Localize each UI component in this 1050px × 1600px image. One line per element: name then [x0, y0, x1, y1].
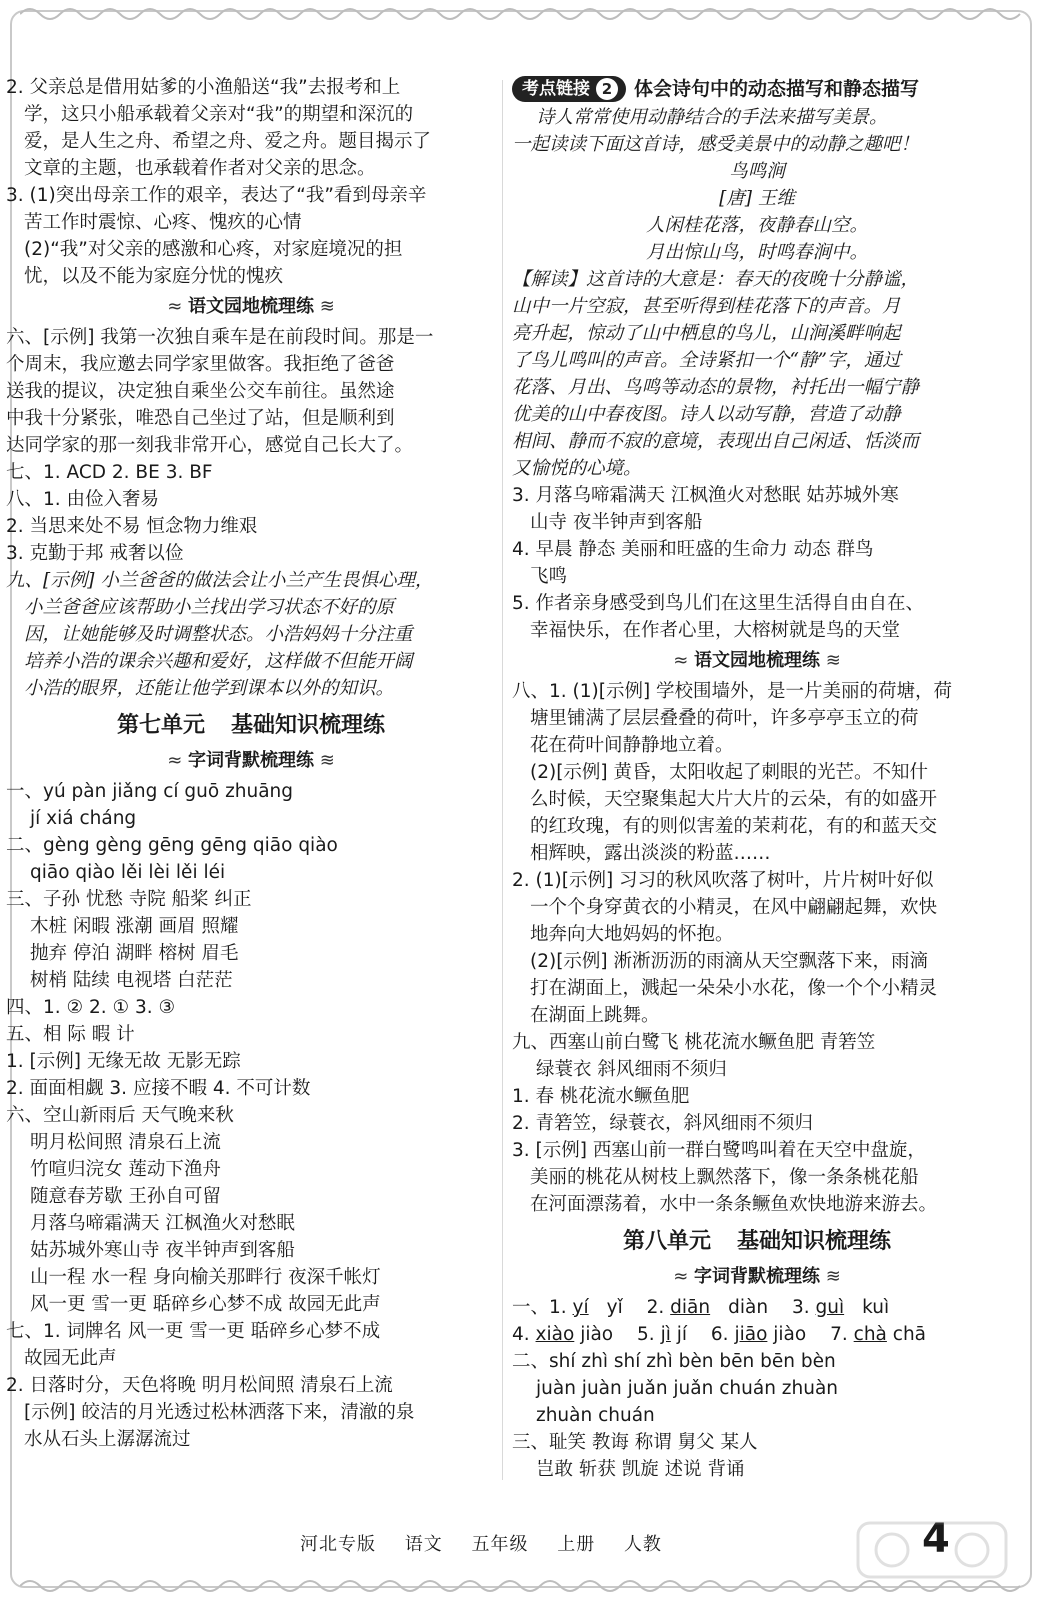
u7-six: 明月松间照 清泉石上流 — [30, 1132, 221, 1153]
q2-line: 文章的主题，也承载着作者对父亲的思念。 — [24, 158, 376, 179]
r5-line: 幸福快乐，在作者心里，大榕树就是鸟的天堂 — [530, 620, 901, 641]
exam-link-tag: 考点链接 2 — [512, 76, 626, 102]
poem-author: [唐] 王维 — [719, 188, 795, 209]
u8-one-a: 一、1. yí yǐ 2. diān diàn 3. guì kuì — [512, 1297, 890, 1318]
q2-line: 2. 父亲总是借用姑爹的小渔船送“我”去报考和上 — [6, 77, 401, 98]
u7-seven-2: [示例] 皎洁的月光透过松林洒落下来，清澈的泉 — [24, 1402, 415, 1423]
r8-2-line: 地奔向大地妈妈的怀抱。 — [530, 924, 734, 945]
u8-one-b: 4. xiào jiào 5. jì jí 6. jiāo jiào 7. chà chā — [512, 1324, 927, 1345]
q2-line: 爱，是人生之舟、希望之舟、爱之舟。题目揭示了 — [24, 131, 432, 152]
u7-six: 六、空山新雨后 天气晚来秋 — [6, 1105, 234, 1126]
u7-two: 二、gèng gèng gēng gēng qiāo qiào — [6, 835, 338, 856]
poem-line: 月出惊山鸟，时鸣春涧中。 — [645, 242, 868, 263]
r8-2-line: 一个个身穿黄衣的小精灵，在风中翩翩起舞，欢快 — [530, 897, 938, 918]
u7-five: 五、相 际 暇 计 — [6, 1024, 135, 1045]
six-line: 中我十分紧张，唯恐自己坐过了站，但是顺利到 — [6, 408, 395, 429]
u7-three: 树梢 陆续 电视塔 白茫茫 — [30, 970, 233, 991]
top-wave-ornament — [20, 2, 1030, 24]
r8-2-line: 2. (1)[示例] 习习的秋风吹落了树叶，片片树叶好似 — [512, 870, 934, 891]
r9-1: 1. 春 桃花流水鳜鱼肥 — [512, 1086, 690, 1107]
six-line: 达同学家的那一刻我非常开心，感觉自己长大了。 — [6, 435, 414, 456]
section-heading: ≈ 语文园地梳理练 ≋ — [673, 650, 841, 671]
u8-two: zhuàn chuán — [536, 1405, 655, 1426]
r4-line: 飞鸣 — [530, 566, 568, 587]
r5-line: 5. 作者亲身感受到鸟儿们在这里生活得自由自在、 — [512, 593, 925, 614]
r8-line: 八、1. (1)[示例] 学校围墙外，是一片美丽的荷塘，荷 — [512, 681, 953, 702]
u7-three: 木桩 闲暇 涨潮 画眉 照耀 — [30, 916, 239, 937]
footer-term: 上册 — [557, 1534, 596, 1555]
footer-grade: 五年级 — [471, 1534, 529, 1555]
u7-six: 随意春芳歇 王孙自可留 — [30, 1186, 221, 1207]
nine-line: 小浩的眼界，还能让他学到课本以外的知识。 — [24, 678, 395, 699]
jiedu-line: 【解读】这首诗的大意是：春天的夜晚十分静谧， — [512, 269, 920, 290]
r9-3: 在河面漂荡着，水中一条条鳜鱼欢快地游来游去。 — [530, 1194, 938, 1215]
watermark-logo — [852, 1515, 1012, 1585]
answer-eight-1: 八、1. 由俭入奢易 — [6, 489, 160, 510]
r3-line: 山寺 夜半钟声到客船 — [530, 512, 703, 533]
r8-2-line: 在湖面上跳舞。 — [530, 1005, 660, 1026]
r8-line: 么时候，天空聚集起大片大片的云朵，有的如盛开 — [530, 789, 938, 810]
page-footer — [300, 1530, 684, 1556]
u7-one: jí xiá cháng — [30, 808, 137, 829]
u7-six: 月落乌啼霜满天 江枫渔火对愁眠 — [30, 1213, 295, 1234]
r9-2: 2. 青箬笠，绿蓑衣，斜风细雨不须归 — [512, 1113, 814, 1134]
six-line: 个周末，我应邀去同学家里做客。我拒绝了爸爸 — [6, 354, 395, 375]
q2-line: 学，这只小船承载着父亲对“我”的期望和深沉的 — [24, 104, 414, 125]
r8-line: 塘里铺满了层层叠叠的荷叶，许多亭亭玉立的荷 — [530, 708, 919, 729]
jiedu-line: 优美的山中春夜图。诗人以动写静，营造了动静 — [512, 404, 901, 425]
left-column — [6, 74, 496, 1484]
u7-one: 一、yú pàn jiǎng cí guō zhuāng — [6, 781, 294, 802]
nine-line: 因，让她能够及时调整状态。小浩妈妈十分注重 — [24, 624, 413, 645]
footer-subject: 语文 — [404, 1534, 443, 1555]
poem-line: 人闲桂花落，夜静春山空。 — [645, 215, 868, 236]
jiedu-line: 又愉悦的心境。 — [512, 458, 642, 479]
r9-line: 九、西塞山前白鹭飞 桃花流水鳜鱼肥 青箬笠 — [512, 1032, 876, 1053]
nine-line: 小兰爸爸应该帮助小兰找出学习状态不好的原 — [24, 597, 395, 618]
u7-seven-2: 水从石头上潺潺流过 — [24, 1429, 191, 1450]
column-divider — [502, 80, 503, 1480]
q3-line: 3. (1)突出母亲工作的艰辛，表达了“我”看到母亲辛 — [6, 185, 427, 206]
u7-six: 竹喧归浣女 莲动下渔舟 — [30, 1159, 221, 1180]
u8-two: juàn juàn juǎn juǎn chuán zhuàn — [536, 1378, 839, 1399]
u8-three: 岂敢 斩获 凯旋 述说 背诵 — [536, 1459, 745, 1480]
u7-seven-1: 七、1. 词牌名 风一更 雪一更 聒碎乡心梦不成 — [6, 1321, 381, 1342]
u7-four: 四、1. ② 2. ① 3. ③ — [6, 997, 176, 1018]
u7-six: 姑苏城外寒山寺 夜半钟声到客船 — [30, 1240, 295, 1261]
unit-seven-title: 第七单元 基础知识梳理练 — [116, 713, 386, 738]
r8-line: (2)[示例] 黄昏，太阳收起了刺眼的光芒。不知什 — [530, 762, 929, 783]
r3-line: 3. 月落乌啼霜满天 江枫渔火对愁眠 姑苏城外寒 — [512, 485, 899, 506]
jiedu-line: 亮升起，惊动了山中栖息的鸟儿，山涧溪畔响起 — [512, 323, 901, 344]
r9-3: 3. [示例] 西塞山前一群白鹭鸣叫着在天空中盘旋， — [512, 1140, 926, 1161]
exam-link-title: 体会诗句中的动态描写和静态描写 — [634, 78, 920, 100]
poem-title: 鸟鸣涧 — [729, 161, 785, 182]
r9-line: 绿蓑衣 斜风细雨不须归 — [536, 1059, 727, 1080]
right-column — [512, 74, 1002, 1484]
u7-five-1: 1. [示例] 无缘无故 无影无踪 — [6, 1051, 241, 1072]
u7-six: 风一更 雪一更 聒碎乡心梦不成 故园无此声 — [30, 1294, 381, 1315]
r8-2-line: (2)[示例] 淅淅沥沥的雨滴从天空飘落下来，雨滴 — [530, 951, 929, 972]
answer-eight-2: 2. 当思来处不易 恒念物力维艰 — [6, 516, 258, 537]
jiedu-line: 花落、月出、鸟鸣等动态的景物，衬托出一幅宁静 — [512, 377, 920, 398]
section-heading: ≈ 语文园地梳理练 ≋ — [167, 296, 335, 317]
nine-line: 培养小浩的课余兴趣和爱好，这样做不但能开阔 — [24, 651, 413, 672]
u7-seven-1: 故园无此声 — [24, 1348, 117, 1369]
q3-line: 忧，以及不能为家庭分忧的愧疚 — [24, 266, 284, 287]
intro-line: 一起读读下面这首诗，感受美景中的动静之趣吧！ — [512, 134, 920, 155]
u7-six: 山一程 水一程 身向榆关那畔行 夜深千帐灯 — [30, 1267, 381, 1288]
r8-line: 花在荷叶间静静地立着。 — [530, 735, 734, 756]
six-line: 六、[示例] 我第一次独自乘车是在前段时间。那是一 — [6, 327, 434, 348]
u7-two: qiāo qiào lěi lèi lěi léi — [30, 862, 226, 883]
jiedu-line: 山中一片空寂，甚至听得到桂花落下的声音。月 — [512, 296, 901, 317]
u7-three: 抛弃 停泊 湖畔 榕树 眉毛 — [30, 943, 239, 964]
u7-seven-2: 2. 日落时分，天色将晚 明月松间照 清泉石上流 — [6, 1375, 393, 1396]
r8-line: 相辉映，露出淡淡的粉蓝…… — [530, 843, 771, 864]
q3-line: (2)“我”对父亲的感激和心疼，对家庭境况的担 — [24, 239, 403, 260]
r4-line: 4. 早晨 静态 美丽和旺盛的生命力 动态 群鸟 — [512, 539, 874, 560]
six-line: 送我的提议，决定独自乘坐公交车前往。虽然途 — [6, 381, 395, 402]
intro-line: 诗人常常使用动静结合的手法来描写美景。 — [536, 107, 888, 128]
footer-province: 河北专版 — [300, 1534, 376, 1555]
u8-two: 二、shí zhì shí zhì bèn bēn bēn bèn — [512, 1351, 836, 1372]
footer-edition: 人教 — [623, 1534, 662, 1555]
answer-seven: 七、1. ACD 2. BE 3. BF — [6, 462, 213, 483]
r8-line: 的红玫瑰，有的则似害羞的茉莉花，有的和蓝天交 — [530, 816, 938, 837]
r9-3: 美丽的桃花从树枝上飘然落下，像一条条桃花船 — [530, 1167, 919, 1188]
unit-eight-title: 第八单元 基础知识梳理练 — [622, 1229, 892, 1254]
r8-2-line: 打在湖面上，溅起一朵朵小水花，像一个个小精灵 — [530, 978, 938, 999]
jiedu-line: 相间、静而不寂的意境，表现出自己闲适、恬淡而 — [512, 431, 920, 452]
section-heading: ≈ 字词背默梳理练 ≋ — [673, 1266, 841, 1287]
q3-line: 苦工作时震惊、心疼、愧疚的心情 — [24, 212, 302, 233]
u7-five-2: 2. 面面相觑 3. 应接不暇 4. 不可计数 — [6, 1078, 311, 1099]
answer-eight-3: 3. 克勤于邦 戒奢以俭 — [6, 543, 184, 564]
nine-line: 九、[示例] 小兰爸爸的做法会让小兰产生畏惧心理， — [6, 570, 434, 591]
section-heading: ≈ 字词背默梳理练 ≋ — [167, 750, 335, 771]
page-number: 4 — [922, 1516, 950, 1562]
exam-link-header — [512, 74, 1002, 104]
jiedu-line: 了鸟儿鸣叫的声音。全诗紧扣一个“静”字，通过 — [512, 350, 901, 371]
u8-three: 三、耻笑 教诲 称谓 舅父 某人 — [512, 1432, 758, 1453]
u7-three: 三、子孙 忧愁 寺院 船桨 纠正 — [6, 889, 252, 910]
